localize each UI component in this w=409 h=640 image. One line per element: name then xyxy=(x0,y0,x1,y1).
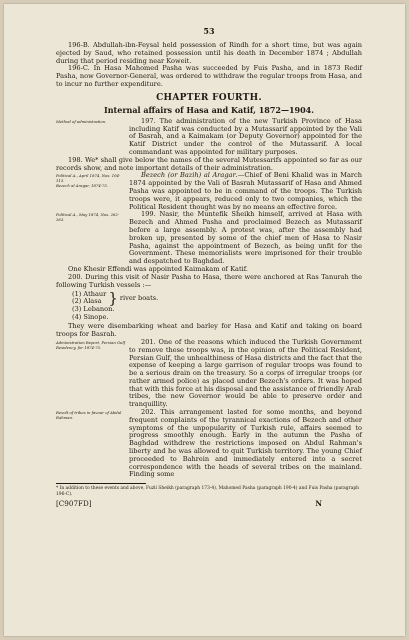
section-heading: Internal affairs of Hasa and Katif, 1872—1904. xyxy=(103,104,315,115)
paragraph-199: 199. Nasir, the Muntefik Sheikh himself, arrived at Hasa with Bezech and Ahmed Pasha and proclaimed Bezech as Mutassarif before a large assembly. A protest was, after the assembly had broken up, presented by some of the chief men of Hasa to Nasir Pasha, against the appointment of Bezech, as being unfit for the Government. These memorialists were imprisoned for their trouble and despatched to Baghdad. xyxy=(129,210,362,266)
vessel-list xyxy=(72,291,362,321)
footnote-divider xyxy=(56,483,146,484)
vessel-item: (2) Alasa xyxy=(72,297,102,306)
paragraph-198: 198. We* shall give below the names of the several Mutessarifs appointed so far as our records show, and note important details of their administration. xyxy=(56,155,362,172)
chapter-heading: CHAPTER FOURTH. xyxy=(156,92,262,103)
bezech-name: Bezech (or Bazih) al Aragar xyxy=(141,171,236,180)
page-number: 53 xyxy=(203,26,215,36)
vessel-item: (4) Sinope. xyxy=(72,313,109,322)
marginal-note: Method of administration. xyxy=(56,118,107,124)
vessel-item: (1) Athaur xyxy=(72,290,107,299)
vessel-brace-label: river boats. xyxy=(119,294,159,303)
paragraph-201: 201. One of the reasons which induced the Turkish Government to remove these troops was, in the opinion of the Political Resident, Persian Gulf, the unhealthiness of Hasa districts and the fact that the expense of keeping a large garrison of regular troops was found to be a serious drain on the treasury. So a corps of irregular troops (or rather armed police) as placed under Bezech's orders. It was hoped that with this force at his disposal and the assistance of friendly Arab tribes, the new Governor would be able to preserve order and tranquillity. xyxy=(129,337,362,409)
signature-mark: N xyxy=(315,499,322,509)
paragraph-198b-row xyxy=(56,172,362,211)
paragraph-199b: One Khesir Effendi was appointed Kaimakam of Katif. xyxy=(68,264,249,273)
paragraph-202-row xyxy=(56,409,362,479)
document-page xyxy=(4,4,405,636)
paragraph-202: 202. This arrangement lasted for some months, and beyond frequent complaints of the tyrannical exactions of Bezech and other symptoms of the unpopularity of Turkish rule, affairs seemed to progress smoothly enough. Early in the autumn the Pasha of Baghdad withdrew the restrictions imposed on Abdul Rahman's liberty and he was allowed to quit Turkish territory. The young Chief proceeded to Bahrein and immediately entered into a secret correspondence with the heads of several tribes on the mainland. Finding some xyxy=(129,408,362,479)
page-footer xyxy=(56,499,362,508)
paragraph-196b: 196-B. Abdullah-ibn-Feysal held possession of Rindh for a short time, but was again ejected by Saud, who retained possession until his death in December 1874 ; Abdullah during that period residing near Koweit. xyxy=(56,41,362,65)
paragraph-200b: They were disembarking wheat and barley for Hasa and Katif and taking on board troops for Basrah. xyxy=(56,322,362,339)
brace-glyph: } xyxy=(108,289,118,308)
paragraph-199-row xyxy=(56,211,362,266)
vessel-item: (3) Lebanon. xyxy=(72,305,115,314)
marginal-note: Political A., April 1874, Nos. 104-115. Bezech al Aragar, 1874-75. xyxy=(56,173,121,189)
paragraph-197: 197. The administration of the new Turkish Province of Hasa including Katif was conducted by a Mutassarif appointed by the Vali of Basrah, and a Kaimakam (or Deputy Governor) appointed for the Katif District under the control of the Mutassarif. A local commandant was appointed for military purposes. xyxy=(129,116,362,156)
paragraph-198b-text: .—Chief of Beni Khalid was in March 1874 appointed by the Vali of Basrah Mutassarif of Hasa and Ahmed Pasha was appointed to be in command of the troops. The Turkish troops were, it appears, reduced only to two companies, which the Political Resident thought was by no means an effective force. xyxy=(129,171,362,211)
paragraph-197-row xyxy=(56,118,362,157)
marginal-note: Administration Report, Persian Gulf Residency, for 1874-75. xyxy=(56,339,126,350)
print-code: [C907FD] xyxy=(56,499,92,509)
paragraph-200: 200. During this visit of Nasir Pasha to Hasa, there were anchored at Ras Tanurah the following Turkish vessels :— xyxy=(56,272,362,289)
paragraph-201-row xyxy=(56,339,362,409)
marginal-note: Revolt of tribes in favour of Abdul Rahman. xyxy=(56,410,122,421)
page-content xyxy=(56,26,362,508)
paragraph-196c: 196-C. In Hasa Mahomed Pasha was succeeded by Fuis Pasha, and in 1873 Redif Pasha, now Governor-General, was ordered to withdraw the regular troops from Hasa, and to incur no further expenditure. xyxy=(56,64,362,88)
vessel-pair xyxy=(72,289,362,308)
footnote: * In addition to these events and above, Fuzli Sheikh (paragraph 173-4), Mahomed Pasha (paragraph 190-4) and Fuis Pasha (paragraph 196-C). xyxy=(56,486,359,497)
marginal-note: Political A., May 1874, Nos. 262-263. xyxy=(56,212,120,223)
paragraph-198b xyxy=(129,172,362,211)
